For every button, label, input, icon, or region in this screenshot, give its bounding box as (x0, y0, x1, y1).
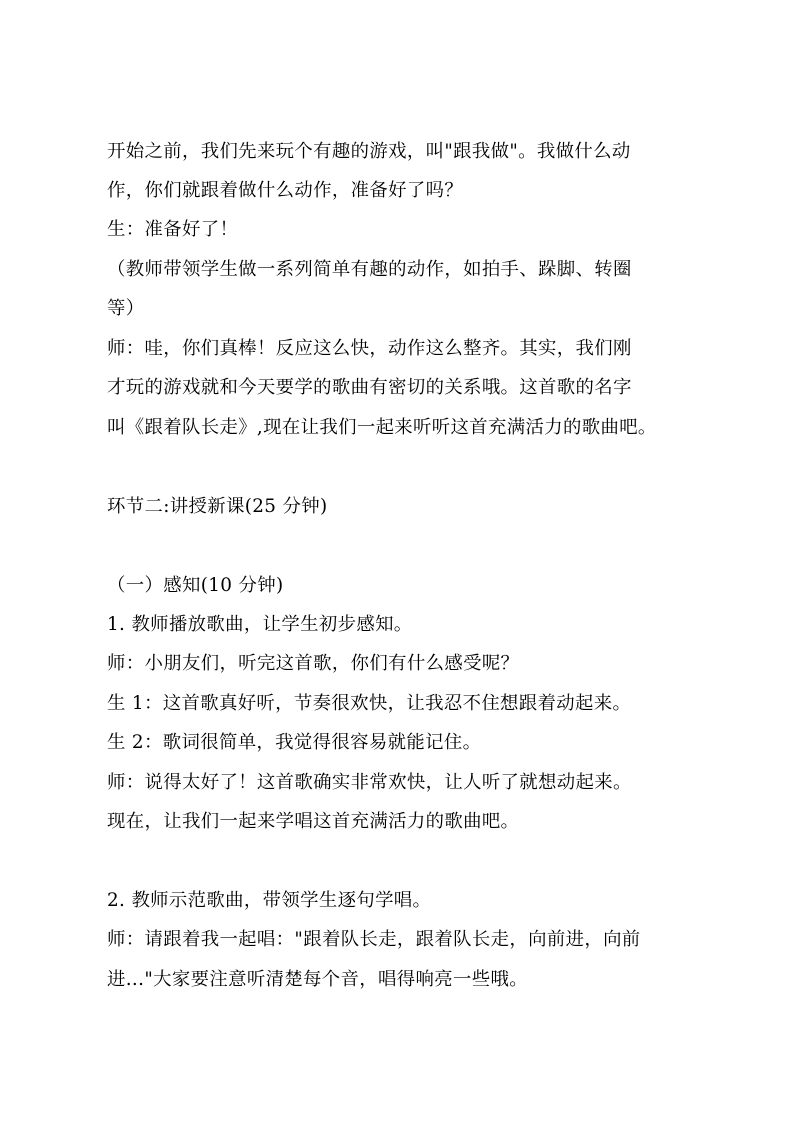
stage-direction-line: （教师带领学生做一系列简单有趣的动作，如拍手、跺脚、转圈 (107, 259, 632, 280)
teacher-speech-line: 师：小朋友们，听完这首歌，你们有什么感受呢？ (107, 653, 520, 674)
teacher-speech-line: 师：哇，你们真棒！反应这么快，动作这么整齐。其实，我们刚 (107, 338, 632, 359)
subsection-heading: （一）感知(10 分钟) (107, 575, 284, 596)
paragraph-line: 开始之前，我们先来玩个有趣的游戏，叫"跟我做"。我做什么动 (107, 141, 631, 162)
student-response-line: 生：准备好了！ (107, 219, 239, 240)
stage-direction-line: 等） (107, 298, 145, 319)
teacher-speech-line: 师：说得太好了！这首歌确实非常欢快，让人听了就想动起来。 (107, 772, 632, 793)
teacher-speech-line: 才玩的游戏就和今天要学的歌曲有密切的关系哦。这首歌的名字 (107, 377, 632, 398)
step-item: 1. 教师播放歌曲，让学生初步感知。 (107, 614, 413, 635)
teacher-speech-line: 现在，让我们一起来学唱这首充满活力的歌曲吧。 (107, 811, 520, 832)
teacher-speech-line: 进..."大家要注意听清楚每个音，唱得响亮一些哦。 (107, 969, 528, 990)
section-heading: 环节二:讲授新课(25 分钟) (107, 496, 328, 517)
step-item: 2. 教师示范歌曲，带领学生逐句学唱。 (107, 890, 432, 911)
teacher-speech-line: 师：请跟着我一起唱："跟着队长走，跟着队长走，向前进，向前 (107, 929, 641, 950)
student-response-line: 生 2：歌词很简单，我觉得很容易就能记住。 (107, 732, 482, 753)
student-response-line: 生 1：这首歌真好听，节奏很欢快，让我忍不住想跟着动起来。 (107, 693, 632, 714)
teacher-speech-line: 叫《跟着队长走》,现在让我们一起来听听这首充满活力的歌曲吧。 (107, 417, 657, 438)
paragraph-line: 作，你们就跟着做什么动作，准备好了吗？ (107, 180, 464, 201)
